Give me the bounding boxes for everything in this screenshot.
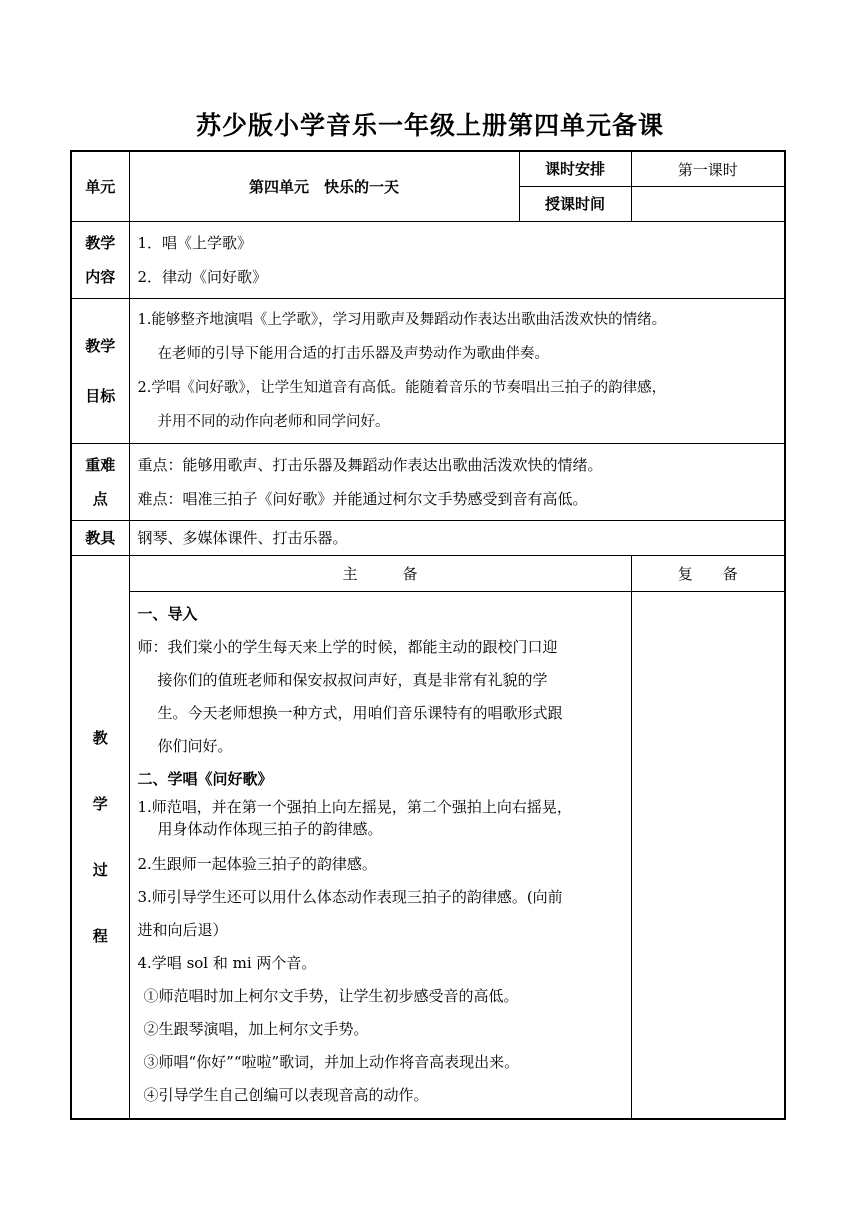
- intro-line: 接你们的值班老师和保安叔叔问声好，真是非常有礼貌的学: [157, 671, 548, 689]
- step-line: 用身体动作体现三拍子的韵律感。: [157, 820, 383, 838]
- key-point: 重点：能够用歌声、打击乐器及舞蹈动作表达出歌曲活泼欢快的情绪。: [137, 456, 603, 474]
- sub-step-line: ②生跟琴演唱，加上柯尔文手势。: [143, 1020, 369, 1038]
- lesson-plan-table: [70, 150, 786, 1120]
- goal-line: 并用不同的动作向老师和同学问好。: [157, 414, 390, 430]
- class-time-label: 授课时间: [519, 187, 631, 222]
- process-label: 教 学 过 程: [71, 556, 129, 1120]
- focus-label: 重难 点: [71, 444, 129, 521]
- unit-title: 第四单元 快乐的一天: [129, 151, 519, 222]
- goals-label: 教学 目标: [71, 299, 129, 444]
- main-prep-content: [129, 592, 631, 1120]
- step-line: 3.师引导学生还可以用什么体态动作表现三拍子的韵律感。(向前: [137, 888, 563, 906]
- step-line: 4.学唱 sol 和 mi 两个音。: [137, 954, 317, 972]
- tools-label: 教具: [71, 521, 129, 556]
- sub-step-line: ①师范唱时加上柯尔文手势，让学生初步感受音的高低。: [143, 987, 519, 1005]
- section-intro-title: 一、导入: [137, 605, 198, 623]
- sub-step-line: ④引导学生自己创编可以表现音高的动作。: [143, 1086, 429, 1104]
- schedule-label: 课时安排: [519, 151, 631, 187]
- goal-line: 2.学唱《问好歌》，让学生知道音有高低。能随着音乐的节奏唱出三拍子的韵律感，: [137, 380, 667, 396]
- step-line: 1.师范唱，并在第一个强拍上向左摇晃，第二个强拍上向右摇晃，: [137, 798, 572, 816]
- goal-line: 1.能够整齐地演唱《上学歌》，学习用歌声及舞蹈动作表达出歌曲活泼欢快的情绪。: [137, 312, 667, 328]
- goal-line: 在老师的引导下能用合适的打击乐器及声势动作为歌曲伴奏。: [157, 346, 549, 362]
- goals-cell: [129, 299, 785, 444]
- class-time-value: [631, 187, 785, 222]
- content-label: 教学 内容: [71, 222, 129, 299]
- content-item: 1．唱《上学歌》: [137, 234, 253, 252]
- schedule-value: 第一课时: [631, 151, 785, 187]
- review-content: [631, 592, 785, 1120]
- sub-step-line: ③师唱“你好”“啦啦”歌词，并加上动作将音高表现出来。: [143, 1053, 520, 1071]
- review-header: 复 备: [631, 556, 785, 592]
- intro-line: 生。今天老师想换一种方式，用咱们音乐课特有的唱歌形式跟: [157, 704, 563, 722]
- intro-line: 师：我们棠小的学生每天来上学的时候，都能主动的跟校门口迎: [137, 638, 558, 656]
- page-title: 苏少版小学音乐一年级上册第四单元备课: [195, 111, 664, 140]
- content-item: 2．律动《问好歌》: [137, 268, 268, 286]
- tools-value: 钢琴、多媒体课件、打击乐器。: [129, 521, 785, 556]
- section-song-title: 二、学唱《问好歌》: [137, 770, 273, 788]
- main-prep-header: 主 备: [129, 556, 631, 592]
- unit-label: 单元: [71, 151, 129, 222]
- step-line: 2.生跟师一起体验三拍子的韵律感。: [137, 855, 377, 873]
- focus-cell: [129, 444, 785, 521]
- step-line: 进和向后退）: [137, 921, 228, 939]
- content-cell: [129, 222, 785, 299]
- intro-line: 你们问好。: [157, 737, 233, 755]
- difficult-point: 难点：唱准三拍子《问好歌》并能通过柯尔文手势感受到音有高低。: [137, 490, 588, 508]
